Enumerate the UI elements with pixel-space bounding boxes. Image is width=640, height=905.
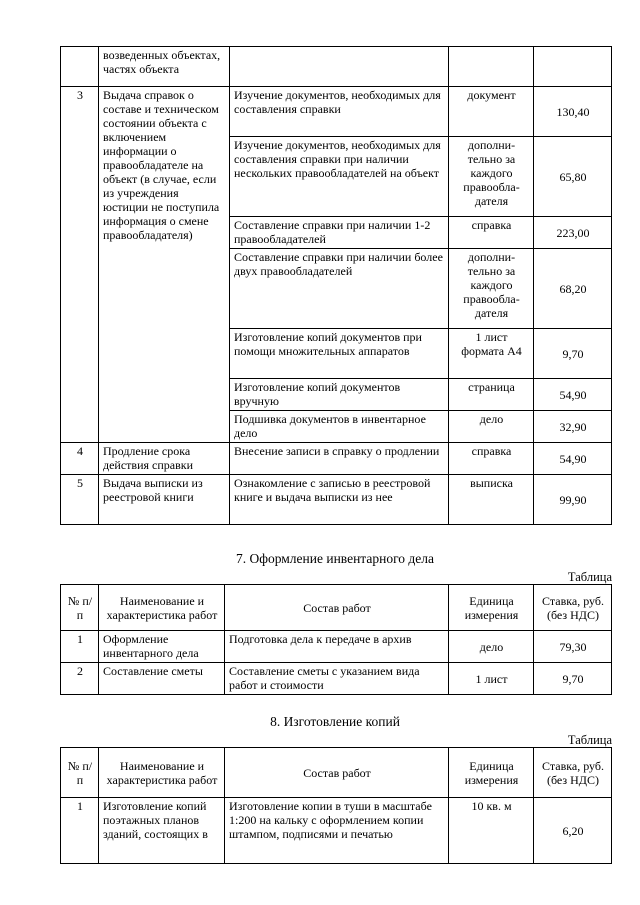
work-description: Изготовление копий документов при помощи множительных аппаратов: [230, 329, 449, 379]
rate: 68,20: [534, 249, 612, 329]
header-work: Состав работ: [225, 748, 449, 798]
unit: страница: [449, 379, 534, 411]
header-unit: Единица измерения: [449, 748, 534, 798]
unit: справка: [449, 443, 534, 475]
section-title: 8. Изготовление копий: [270, 714, 400, 729]
row-number: 4: [61, 443, 99, 475]
rate: 130,40: [534, 87, 612, 137]
unit: выписка: [449, 475, 534, 525]
service-name: Составление сметы: [99, 663, 225, 695]
row-number: 1: [61, 631, 99, 663]
header-name: Наименование и характеристика работ: [99, 748, 225, 798]
work-description: Изучение документов, необходимых для составления справки: [230, 87, 449, 137]
rate: 65,80: [534, 137, 612, 217]
inventory-file-table: [60, 584, 612, 695]
unit: 1 лист: [449, 663, 534, 695]
work-description: Ознакомление с записью в реестровой книге и выдача выписки из нее: [230, 475, 449, 525]
services-table-continued: [60, 46, 612, 525]
work-description: Изготовление копии в туши в масштабе 1:200 на кальку с оформлением копии штампом, подписями и печатью: [225, 798, 449, 864]
copies-table: [60, 747, 612, 864]
table-row: [61, 663, 612, 695]
header-no: № п/п: [61, 585, 99, 631]
section-title: 7. Оформление инвентарного дела: [235, 551, 435, 566]
unit: дополни-тельно за каждого правообла-дателя: [449, 137, 534, 217]
unit: дело: [449, 631, 534, 663]
row-number: 1: [61, 798, 99, 864]
rate: 32,90: [534, 411, 612, 443]
rate: 54,90: [534, 379, 612, 411]
table-row: [61, 443, 612, 475]
unit: справка: [449, 217, 534, 249]
table-row: [61, 475, 612, 525]
header-no: № п/п: [61, 748, 99, 798]
work-description: Составление сметы с указанием вида работ и стоимости: [225, 663, 449, 695]
service-name: Оформление инвентарного дела: [99, 631, 225, 663]
row-number: 3: [61, 87, 99, 443]
rate: 223,00: [534, 217, 612, 249]
header-work: Состав работ: [225, 585, 449, 631]
rate: 9,70: [534, 663, 612, 695]
table-label: Таблица: [567, 733, 612, 747]
header-rate: Ставка, руб. (без НДС): [534, 748, 612, 798]
table-row: [61, 798, 612, 864]
rate: 6,20: [534, 798, 612, 864]
work-description: Изучение документов, необходимых для составления справки при наличии нескольких правообладателей на объект: [230, 137, 449, 217]
work-description: Внесение записи в справку о продлении: [230, 443, 449, 475]
row-number: 5: [61, 475, 99, 525]
header-unit: Единица измерения: [449, 585, 534, 631]
work-description: Составление справки при наличии 1-2 правообладателей: [230, 217, 449, 249]
service-name: Продление срока действия справки: [99, 443, 230, 475]
table-header-row: [61, 585, 612, 631]
table-row: [61, 87, 612, 137]
rate: 99,90: [534, 475, 612, 525]
work-description: Подшивка документов в инвентарное дело: [230, 411, 449, 443]
unit: 1 лист формата А4: [449, 329, 534, 379]
table-label: Таблица: [567, 570, 612, 584]
unit: документ: [449, 87, 534, 137]
service-name: Изготовление копий поэтажных планов зданий, состоящих в: [99, 798, 225, 864]
work-description: Подготовка дела к передаче в архив: [225, 631, 449, 663]
service-name: возведенных объектах, частях объекта: [99, 47, 230, 87]
work-description: Изготовление копий документов вручную: [230, 379, 449, 411]
service-name: Выдача справок о составе и техническом состоянии объекта с включением информации о правообладателе на объект (в случае, если из учреждения юстиции не поступила информация о смене правообладателя): [99, 87, 230, 443]
rate: 54,90: [534, 443, 612, 475]
work-description: Составление справки при наличии более двух правообладателей: [230, 249, 449, 329]
table-header-row: [61, 748, 612, 798]
unit: дело: [449, 411, 534, 443]
unit: дополни-тельно за каждого правообла-дателя: [449, 249, 534, 329]
header-rate: Ставка, руб. (без НДС): [534, 585, 612, 631]
row-number: 2: [61, 663, 99, 695]
unit: 10 кв. м: [449, 798, 534, 864]
header-name: Наименование и характеристика работ: [99, 585, 225, 631]
table-row: [61, 47, 612, 87]
service-name: Выдача выписки из реестровой книги: [99, 475, 230, 525]
rate: 9,70: [534, 329, 612, 379]
rate: 79,30: [534, 631, 612, 663]
table-row: [61, 631, 612, 663]
